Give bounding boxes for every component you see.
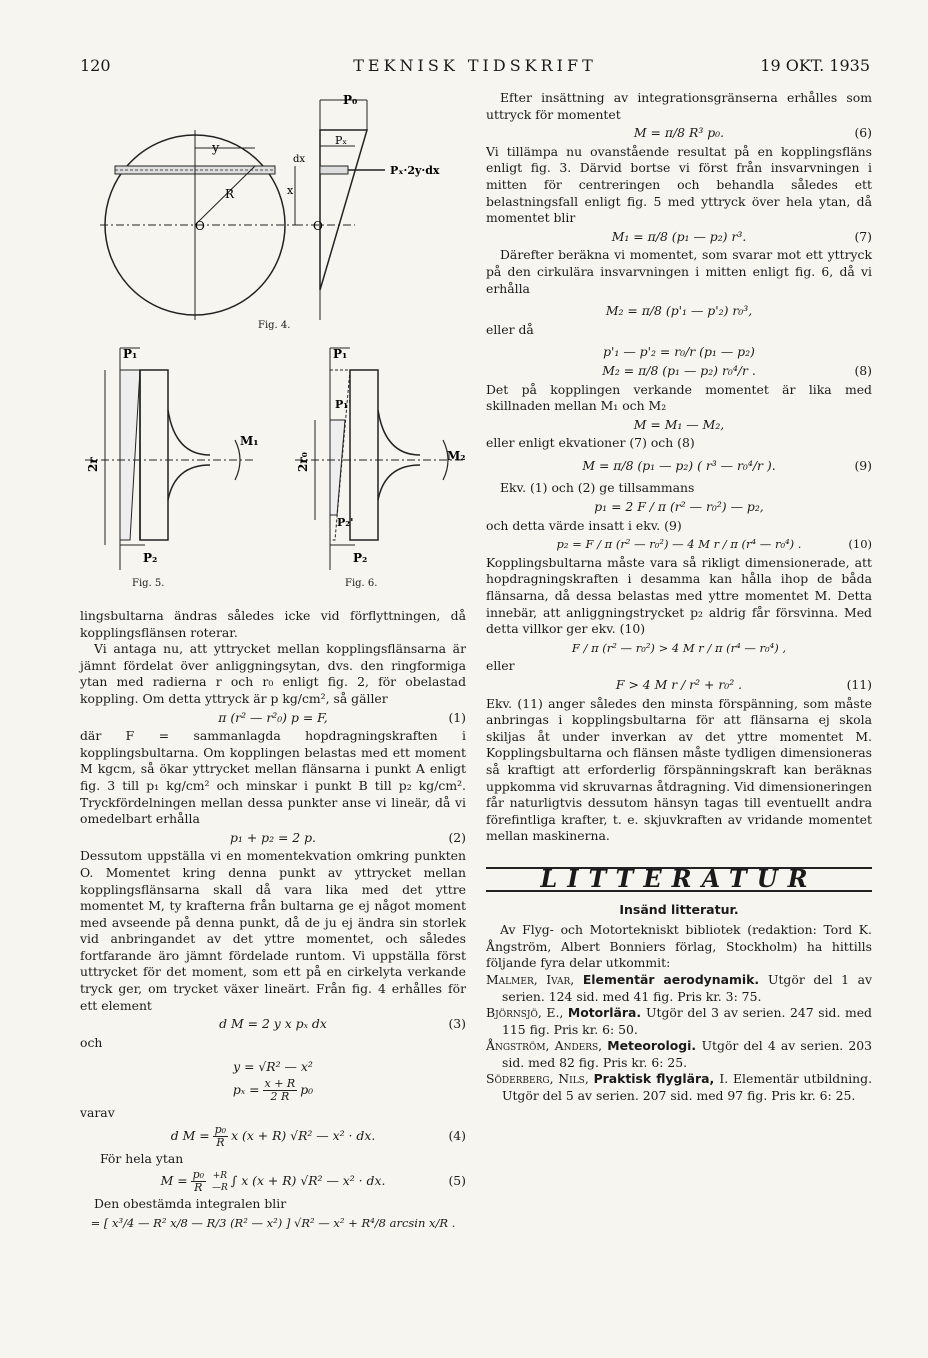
book-entry: [486, 1071, 872, 1104]
page-header: [80, 56, 870, 80]
fig5-label-p2: P₂: [143, 551, 158, 565]
left-paragraph: Den obestämda integralen blir: [94, 1196, 287, 1212]
left-paragraph: lingsbultarna ändras således icke vid förflyttningen, då kopplingsflänsen roterar.: [80, 608, 466, 640]
book-entry: [486, 1038, 872, 1071]
equation-px: pₓ = $\frac{x + R}{2 R}$ p₀: [232, 1077, 314, 1104]
right-paragraph: Kopplingsbultarna måste vara så rikligt dimensionerade, att hopdragningskraften i desamma kan hålla ihop de båda flänsarna, då dessa belastas med yttre momentet M. Detta innebär, att anliggningstrycket p₂ aldrig får försvinna. Med detta villkor ger ekv. (10): [486, 554, 872, 637]
book-entry: [486, 972, 872, 1005]
fig4-caption: Fig. 4.: [258, 320, 291, 331]
for-hela-label: För hela ytan: [100, 1150, 184, 1166]
fig5-label-m1: M₁: [240, 434, 259, 448]
book-author: Björnsjö, E.,: [486, 1005, 568, 1021]
fig6-label-m2: M₂: [447, 449, 466, 463]
book-title: Meteorologi.: [607, 1038, 702, 1054]
page-number: 120: [80, 56, 111, 75]
left-paragraph: Dessutom uppställa vi en momentekvation omkring punkten O. Momentet kring denna punkt av yttrycket mellan kopplingsflänsarna skall då vara lika med det yttre momentet M, ty krafterna från bultarna ge ej något moment med avseende på denna punkt, då de ju ej ändra sin storlek vid anbringandet av det yttre momentet, och således fortfarande äro jämnt fördelade runtom. Vi uppställa först uttrycket för det moment, som ett på en cirkelyta verkande tryck ger, om trycket växer lineärt. Från fig. 4 erhålles för ett element: [80, 848, 466, 1013]
lit-intro: Av Flyg- och Motortekniskt bibliotek (redaktion: Tord K. Ångström, Albert Bonniers förlag, Stockholm) ha hittills följande fyra delar utkommit:: [486, 922, 872, 971]
equation-inequality: F / π (r² — r₀²) > 4 M r / π (r⁴ — r₀⁴) ,: [571, 640, 787, 655]
book-details: Utgör del 4 av serien. 203 sid. med 82 fig. Pris kr. 6: 25.: [502, 1038, 873, 1070]
book-details: Utgör del 1 av serien. 124 sid. med 41 fig. Pris kr. 3: 75.: [502, 971, 872, 1004]
fig4-label-x: x: [287, 184, 294, 197]
fig5-label-p1: P₁: [123, 347, 138, 361]
right-paragraph: Ekv. (1) och (2) ge tillsammans: [500, 480, 695, 496]
book-title: Praktisk flyglära,: [593, 1071, 720, 1087]
equation-p1: p₁ = 2 F / π (r² — r₀²) — p₂,: [594, 499, 764, 515]
fig4-label-pxdx: Pₓ·2y·dx: [390, 164, 440, 177]
equation-10: p₂ = F / π (r² — r₀²) — 4 M r / π (r⁴ — r₀⁴) . (10): [556, 537, 872, 552]
varav-label: varav: [80, 1105, 115, 1121]
figure-5: [85, 340, 265, 580]
fig6-caption: Fig. 6.: [345, 578, 378, 589]
right-paragraph: Vi tillämpa nu ovanstående resultat på en kopplingsfläns enligt fig. 3. Därvid bortse vi först från insvarvningen i mitten för centreringen och behandla således ett belastningsfall enligt fig. 5 med yttryck över hela ytan, då momentet blir: [486, 143, 872, 226]
fig4-label-r: R: [225, 187, 235, 201]
equation-integral: = [ x³/4 — R² x/8 — R/3 (R² — x²) ] √R² — x² + R⁴/8 arcsin x/R .: [90, 1215, 456, 1230]
journal-title: TEKNISK TIDSKRIFT: [353, 56, 597, 75]
eller-label: eller: [486, 658, 515, 674]
left-paragraph: Vi antaga nu, att yttrycket mellan kopplingsflänsarna är jämnt fördelat över anliggningsytan, dvs. den ringformiga ytan med radierna r och r₀ enligt fig. 2, för obelastad koppling. Om detta yttryck är p kg/cm², så gäller: [80, 641, 466, 706]
fig4-label-dx: dx: [293, 154, 306, 165]
book-entry: [486, 1005, 872, 1038]
figure-6: [295, 340, 475, 580]
book-title: Elementär aerodynamik.: [582, 971, 769, 987]
book-details: I. Elementär utbildning. Utgör del 5 av serien. 207 sid. med 97 fig. Pris kr. 6: 25.: [502, 1071, 873, 1104]
equation-9: M = π/8 (p₁ — p₂) ( r³ — r₀⁴/r ). (9): [582, 457, 872, 473]
book-list: [486, 972, 872, 1105]
book-author: Malmer, Ivar,: [486, 971, 583, 987]
right-paragraph: Ekv. (11) anger således den minsta förspänning, som måste anbringas i kopplingsbultarna för att flänsarna ej skola skiljas åt under inverkan av det yttre momentet M. Kopplingsbultarna och flänsen måste tydligen dimensioneras så kraftigt att erforderlig förspänningskraft kan beräknas uppkomma vid skruvarnas åtdragning. Vid dimensioneringen får naturligtvis dessutom hänsyn tagas till eventuellt andra förefintliga krafter, t. e. skjuvkraften av vridande momentet mellan maskinerna.: [486, 695, 872, 844]
book-author: Söderberg, Nils,: [486, 1071, 594, 1087]
section-subtitle: Insänd litteratur.: [619, 901, 739, 917]
equation-11: F > 4 M r / r² + r₀² . (11): [615, 677, 872, 692]
fig4-label-o: O: [195, 219, 205, 233]
equation-2: p₁ + p₂ = 2 p. (2): [229, 829, 466, 845]
fig6-label-p1: P₁: [333, 347, 348, 361]
equation-6: M = π/8 R³ p₀. (6): [633, 125, 872, 141]
right-paragraph: Efter insättning av integrationsgränserna erhålles som uttryck för momentet: [486, 90, 872, 122]
left-paragraph: där F = sammanlagda hopdragningskraften i kopplingsbultarna. Om kopplingen belastas med ett moment M kgcm, så ökar yttrycket mellan flänsarna i punkt A enligt fig. 3 till p₁ kg/cm² och minskar i punkt B till p₂ kg/cm². Tryckfördelningen mellan dessa punkter anse vi lineär, då vi omedelbart erhålla: [80, 728, 466, 827]
section-title: LITTERATUR: [540, 863, 818, 893]
equation-y: y = √R² — x²: [233, 1059, 313, 1075]
fig4-label-px: Pₓ: [335, 134, 348, 147]
equation-4: d M = $\frac{\text{p₀}}{R}$ x (x + R) √R² — x² · dx. (4): [170, 1122, 466, 1149]
book-title: Motorlära.: [567, 1005, 647, 1021]
equation-pp: p'₁ — p'₂ = r₀/r (p₁ — p₂): [603, 344, 755, 360]
figure-4: [95, 90, 465, 330]
book-details: Utgör del 3 av serien. 247 sid. med 115 fig. Pris kr. 6: 50.: [502, 1005, 872, 1037]
och-label: och: [80, 1034, 103, 1050]
equation-8: M₂ = π/8 (p₁ — p₂) r₀⁴/r . (8): [602, 362, 872, 378]
issue-date: 19 OKT. 1935: [760, 56, 870, 75]
right-paragraph: Därefter beräkna vi momentet, som svarar mot ett yttryck på den cirkulära insvarvningen i mitten enligt fig. 6, då vi erhålla: [486, 247, 872, 296]
equation-3: d M = 2 y x pₓ dx (3): [219, 1016, 466, 1032]
fig4-label-o2: O: [313, 219, 323, 233]
right-column: [486, 90, 872, 1105]
left-column: [80, 608, 466, 1233]
fig4-label-y: y: [212, 141, 220, 156]
eller-da-label: eller då: [486, 321, 534, 337]
fig6-label-p1p: P₁': [335, 398, 352, 411]
fig6-label-p2: P₂: [353, 551, 368, 565]
equation-7: M₁ = π/8 (p₁ — p₂) r³. (7): [611, 228, 872, 244]
fig5-caption: Fig. 5.: [132, 578, 165, 589]
fig6-label-p2p: P₂': [337, 516, 354, 529]
fig4-label-p0: P₀: [343, 93, 358, 107]
right-paragraph: och detta värde insatt i ekv. (9): [486, 517, 682, 533]
book-author: Ångström, Anders,: [486, 1038, 608, 1054]
fig6-label-2r0: 2r₀: [296, 452, 310, 472]
equation-5: M = $\frac{\text{p₀}}{R}$ +R —R ∫ x (x + R) √R² — x² · dx. (5): [160, 1168, 466, 1195]
equation-1: π (r² — r²₀) p = F, (1): [218, 709, 466, 725]
fig5-label-2r: 2r: [86, 457, 100, 472]
right-paragraph: eller enligt ekvationer (7) och (8): [486, 435, 695, 451]
right-paragraph: Det på kopplingen verkande momentet är lika med skillnaden mellan M₁ och M₂: [486, 381, 872, 414]
equation-m2: M₂ = π/8 (p'₁ — p'₂) r₀³,: [605, 303, 753, 319]
equation-m: M = M₁ — M₂,: [633, 416, 725, 432]
